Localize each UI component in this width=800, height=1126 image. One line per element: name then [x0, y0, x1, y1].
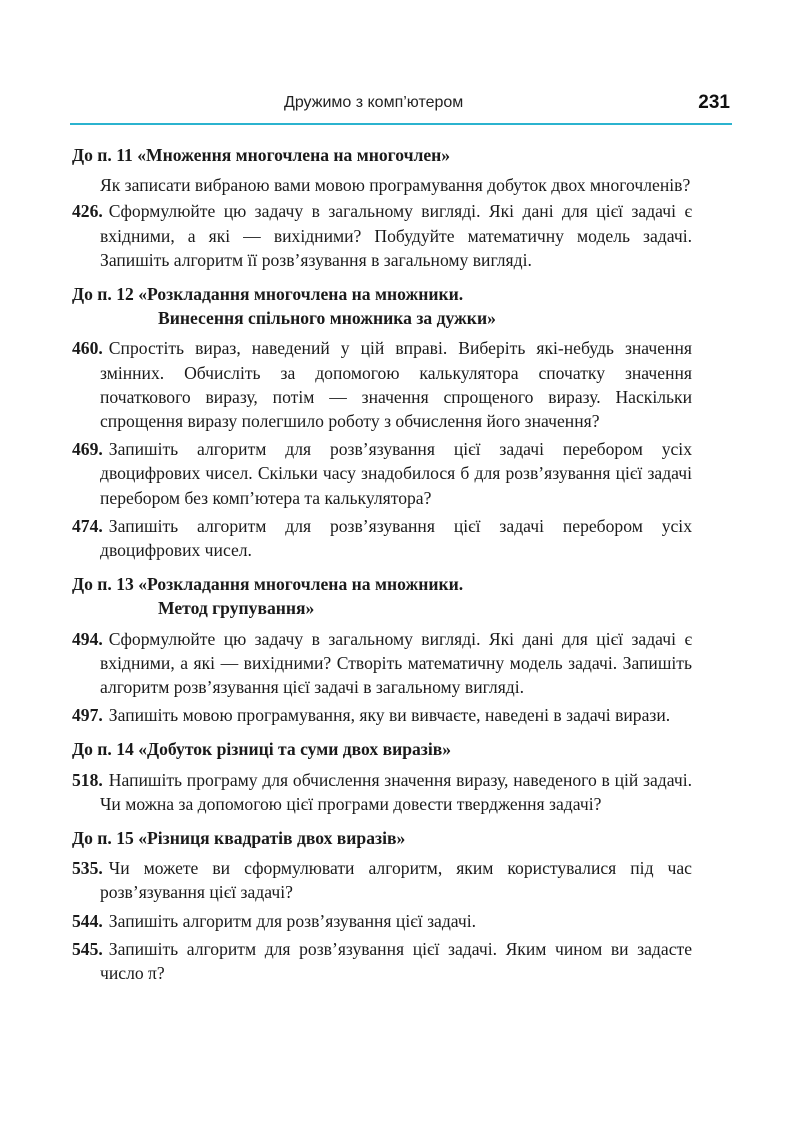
- header-divider: [70, 123, 732, 125]
- section-title-line: Метод групування»: [158, 598, 315, 619]
- section-title: [72, 826, 692, 850]
- section-intro: Як записати вибраною вами мовою програмування добуток двох многочленів?: [100, 175, 691, 196]
- task-number: 494.: [72, 628, 103, 649]
- section: [72, 572, 692, 727]
- task-text: Сформулюйте цю задачу в загальному вигляді. Які дані для цієї задачі є вхідними, а які — вихідними? Створіть математичну модель задачі. Запишіть алгоритм розв’язування цієї задачі в загальному вигляді.: [100, 628, 692, 698]
- page-content: [72, 143, 692, 995]
- task-item: [72, 937, 692, 985]
- task-number: 545.: [72, 938, 103, 959]
- section-title-line: До п. 14 «Добуток різниці та суми двох виразів»: [72, 739, 452, 760]
- task-text: Запишіть мовою програмування, яку ви вивчаєте, наведені в задачі вирази.: [108, 705, 671, 726]
- task-text: Чи можете ви сформулювати алгоритм, яким користувалися під час розв’язування цієї задачі?: [100, 858, 692, 903]
- task-item: [72, 336, 692, 433]
- page-header: [70, 92, 732, 122]
- task-text: Напишіть програму для обчислення значення виразу, наведеного в цій задачі. Чи можна за допомогою цієї програми довести твердження задачі?: [100, 769, 692, 814]
- task-number: 497.: [72, 705, 103, 726]
- section: [72, 282, 692, 562]
- task-number: 426.: [72, 201, 103, 222]
- task-text: Запишіть алгоритм для розв’язування цієї задачі перебором усіх двоцифрових чисел.: [100, 515, 692, 561]
- section-title: [72, 737, 692, 761]
- section-title-line: До п. 13 «Розкладання многочлена на множники.: [72, 574, 464, 595]
- section-title: [72, 143, 692, 167]
- section: [72, 143, 692, 272]
- section-title-line: До п. 15 «Різниця квадратів двох виразів»: [72, 828, 406, 849]
- task-text: Запишіть алгоритм для розв’язування цієї задачі перебором усіх двоцифрових чисел. Скільки часу знадобилося б для розв’язування цієї задачі перебором без комп’ютера та калькулятора?: [100, 439, 692, 508]
- task-item: [72, 437, 692, 510]
- running-title: Дружимо з комп’ютером: [284, 94, 464, 111]
- section: [72, 826, 692, 985]
- section-title: [72, 572, 692, 620]
- page-number: 231: [698, 92, 730, 113]
- task-item: [72, 199, 692, 272]
- task-item: [72, 909, 692, 933]
- task-text: Сформулюйте цю задачу в загальному вигляді. Які дані для цієї задачі є вхідними, а які — вихідними? Побудуйте математичну модель задачі. Запишіть алгоритм її розв’язування в загальному вигляді.: [100, 201, 692, 270]
- task-text: Запишіть алгоритм для розв’язування цієї задачі.: [108, 910, 477, 931]
- task-item: [72, 514, 692, 562]
- section-title-line: До п. 11 «Множення многочлена на многочлен»: [72, 145, 451, 165]
- task-number: 544.: [72, 910, 103, 931]
- section-title-line: До п. 12 «Розкладання многочлена на множники.: [72, 284, 464, 305]
- task-number: 469.: [72, 439, 103, 460]
- task-item: [72, 768, 692, 816]
- task-text: Запишіть алгоритм для розв’язування цієї задачі. Яким чином ви задасте число π?: [100, 938, 692, 984]
- task-item: [72, 703, 692, 727]
- section: [72, 737, 692, 816]
- task-item: [72, 627, 692, 700]
- task-number: 460.: [72, 338, 103, 359]
- section-title: [72, 282, 692, 330]
- task-item: [72, 856, 692, 904]
- task-text: Спростіть вираз, наведений у цій вправі. Виберіть які-небудь значення змінних. Обчисліть за допомогою калькулятора спочатку значення початкового виразу, потім — значення спрощеного виразу. Наскільки спрощення виразу полегшило роботу з обчислення його значення?: [100, 338, 692, 432]
- task-number: 518.: [72, 769, 103, 790]
- section-title-line: Винесення спільного множника за дужки»: [158, 308, 496, 329]
- task-number: 535.: [72, 858, 103, 879]
- task-number: 474.: [72, 515, 103, 536]
